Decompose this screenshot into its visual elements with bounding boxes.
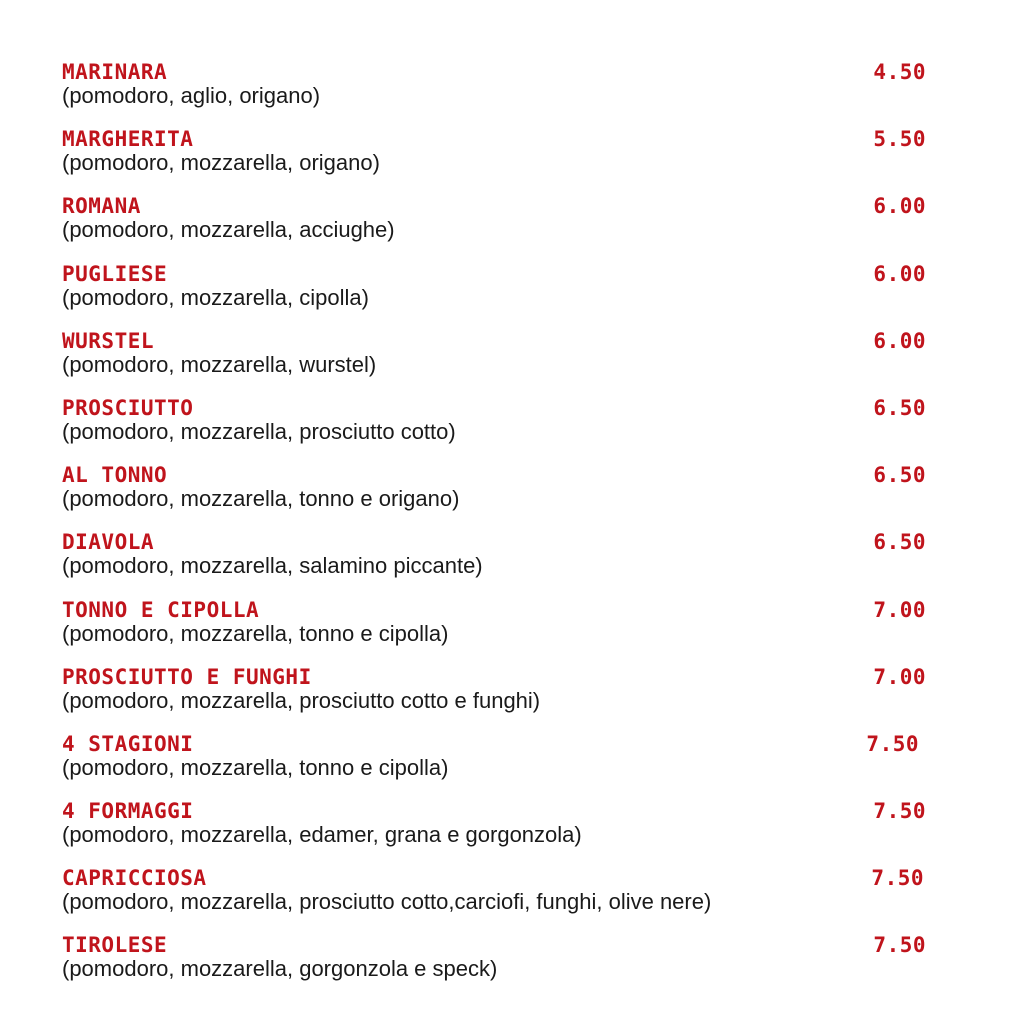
menu-item-prosciutto [62,396,932,463]
item-description: (pomodoro, mozzarella, prosciutto cotto) [62,418,456,444]
item-name: DIAVOLA [62,530,155,555]
menu-item-romana [62,194,932,261]
item-description: (pomodoro, mozzarella, tonno e cipolla) [62,754,449,780]
menu-item-marinara [62,60,932,127]
item-description: (pomodoro, mozzarella, tonno e origano) [62,486,460,512]
menu-item-prosciutto-e-funghi [62,665,932,732]
item-name: 4 STAGIONI [62,731,194,756]
item-description: (pomodoro, mozzarella, salamino piccante) [62,553,483,579]
menu-item-4-stagioni [62,732,932,799]
item-price: 6.00 [873,261,926,286]
menu-item-pugliese [62,262,932,329]
pizza-menu-list [62,60,932,1001]
item-price: 7.50 [873,933,926,958]
menu-item-tonno-e-cipolla [62,598,932,665]
menu-item-al-tonno [62,463,932,530]
item-name: PUGLIESE [62,261,168,286]
item-description: (pomodoro, mozzarella, gorgonzola e speck) [62,956,498,982]
item-description: (pomodoro, mozzarella, tonno e cipolla) [62,620,449,646]
item-description: (pomodoro, mozzarella, edamer, grana e gorgonzola) [62,822,582,848]
item-name: ROMANA [62,194,141,219]
item-name: TIROLESE [62,933,168,958]
item-description: (pomodoro, mozzarella, prosciutto cotto e funghi) [62,687,541,713]
item-price: 7.00 [873,664,926,689]
item-name: MARGHERITA [62,127,194,152]
item-description: (pomodoro, mozzarella, acciughe) [62,217,395,243]
item-name: MARINARA [62,60,168,84]
item-name: PROSCIUTTO [62,395,194,420]
item-description: (pomodoro, mozzarella, prosciutto cotto,carciofi, funghi, olive nere) [62,889,712,915]
menu-item-wurstel [62,329,932,396]
menu-item-tirolese [62,933,932,1000]
item-name: WURSTEL [62,328,155,353]
item-price: 7.00 [873,597,926,622]
item-price: 4.50 [873,60,926,84]
item-name: CAPRICCIOSA [62,866,207,891]
item-price: 6.50 [873,463,926,488]
item-description: (pomodoro, aglio, origano) [62,83,321,108]
menu-item-diavola [62,530,932,597]
item-price: 7.50 [866,731,919,756]
item-description: (pomodoro, mozzarella, cipolla) [62,284,369,310]
menu-item-margherita [62,127,932,194]
item-name: PROSCIUTTO E FUNGHI [62,664,312,689]
item-price: 7.50 [871,866,924,891]
item-name: 4 FORMAGGI [62,799,194,824]
item-price: 5.50 [873,127,926,152]
item-price: 6.50 [873,530,926,555]
menu-item-capricciosa [62,866,932,933]
item-price: 6.00 [873,328,926,353]
item-description: (pomodoro, mozzarella, wurstel) [62,351,377,377]
menu-item-4-formaggi [62,799,932,866]
item-name: AL TONNO [62,463,168,488]
item-price: 7.50 [873,799,926,824]
item-price: 6.00 [873,194,926,219]
item-description: (pomodoro, mozzarella, origano) [62,150,380,176]
item-name: TONNO E CIPOLLA [62,597,260,622]
item-price: 6.50 [873,395,926,420]
